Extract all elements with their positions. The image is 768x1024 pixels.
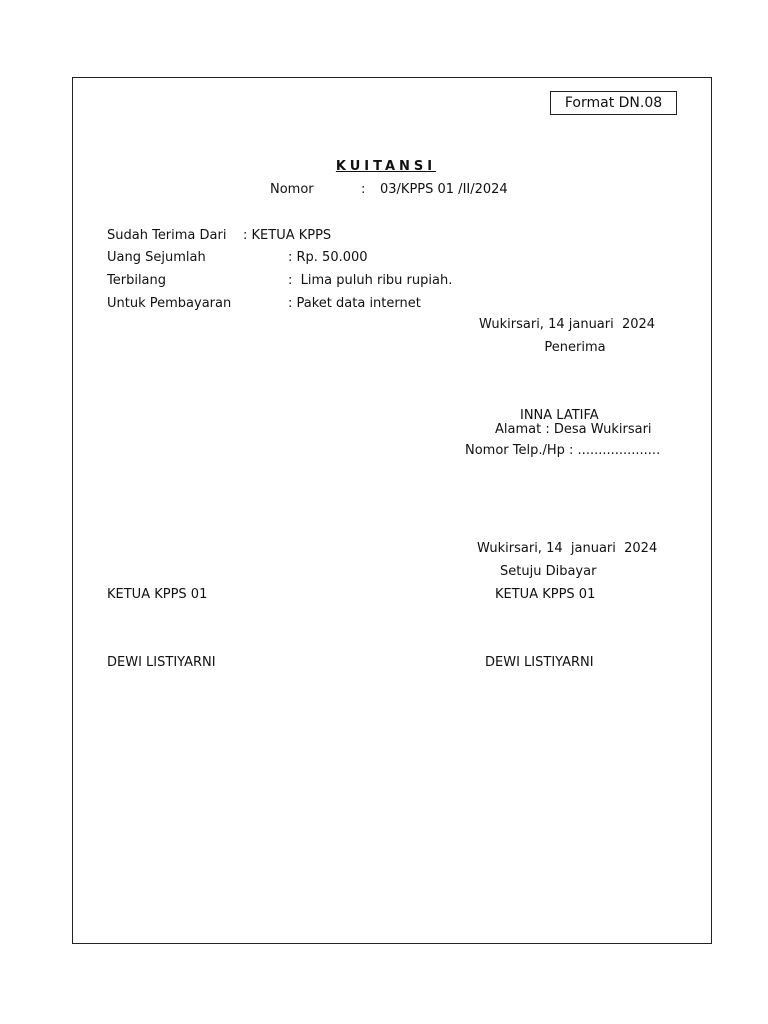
field-value-uang-sejumlah: : Rp. 50.000 <box>288 250 368 265</box>
receiver-address: Alamat : Desa Wukirsari <box>495 422 652 437</box>
approval-note: Setuju Dibayar <box>500 564 597 579</box>
nomor-value: 03/KPPS 01 /II/2024 <box>380 182 508 197</box>
approval-right-role: KETUA KPPS 01 <box>495 587 596 602</box>
field-label-sudah-terima: Sudah Terima Dari <box>107 228 227 243</box>
receiver-role: Penerima <box>544 340 606 355</box>
document-title: KUITANSI <box>335 159 437 174</box>
field-label-uang-sejumlah: Uang Sejumlah <box>107 250 206 265</box>
field-value-terbilang: : Lima puluh ribu rupiah. <box>288 273 453 288</box>
nomor-separator: : <box>361 182 366 197</box>
approval-left-name: DEWI LISTIYARNI <box>107 655 216 670</box>
approval-place-date: Wukirsari, 14 januari 2024 <box>477 541 658 556</box>
field-label-untuk-pembayaran: Untuk Pembayaran <box>107 296 232 311</box>
receiver-name: INNA LATIFA <box>520 408 599 423</box>
receiver-place-date: Wukirsari, 14 januari 2024 <box>479 317 656 332</box>
document-page <box>72 77 712 944</box>
field-value-sudah-terima: : KETUA KPPS <box>243 228 332 243</box>
format-code-box: Format DN.08 <box>550 91 677 115</box>
receiver-phone: Nomor Telp./Hp : .................... <box>465 443 661 458</box>
nomor-label: Nomor <box>270 182 314 197</box>
approval-left-role: KETUA KPPS 01 <box>107 587 208 602</box>
field-value-untuk-pembayaran: : Paket data internet <box>288 296 421 311</box>
field-label-terbilang: Terbilang <box>107 273 167 288</box>
approval-right-name: DEWI LISTIYARNI <box>485 655 594 670</box>
